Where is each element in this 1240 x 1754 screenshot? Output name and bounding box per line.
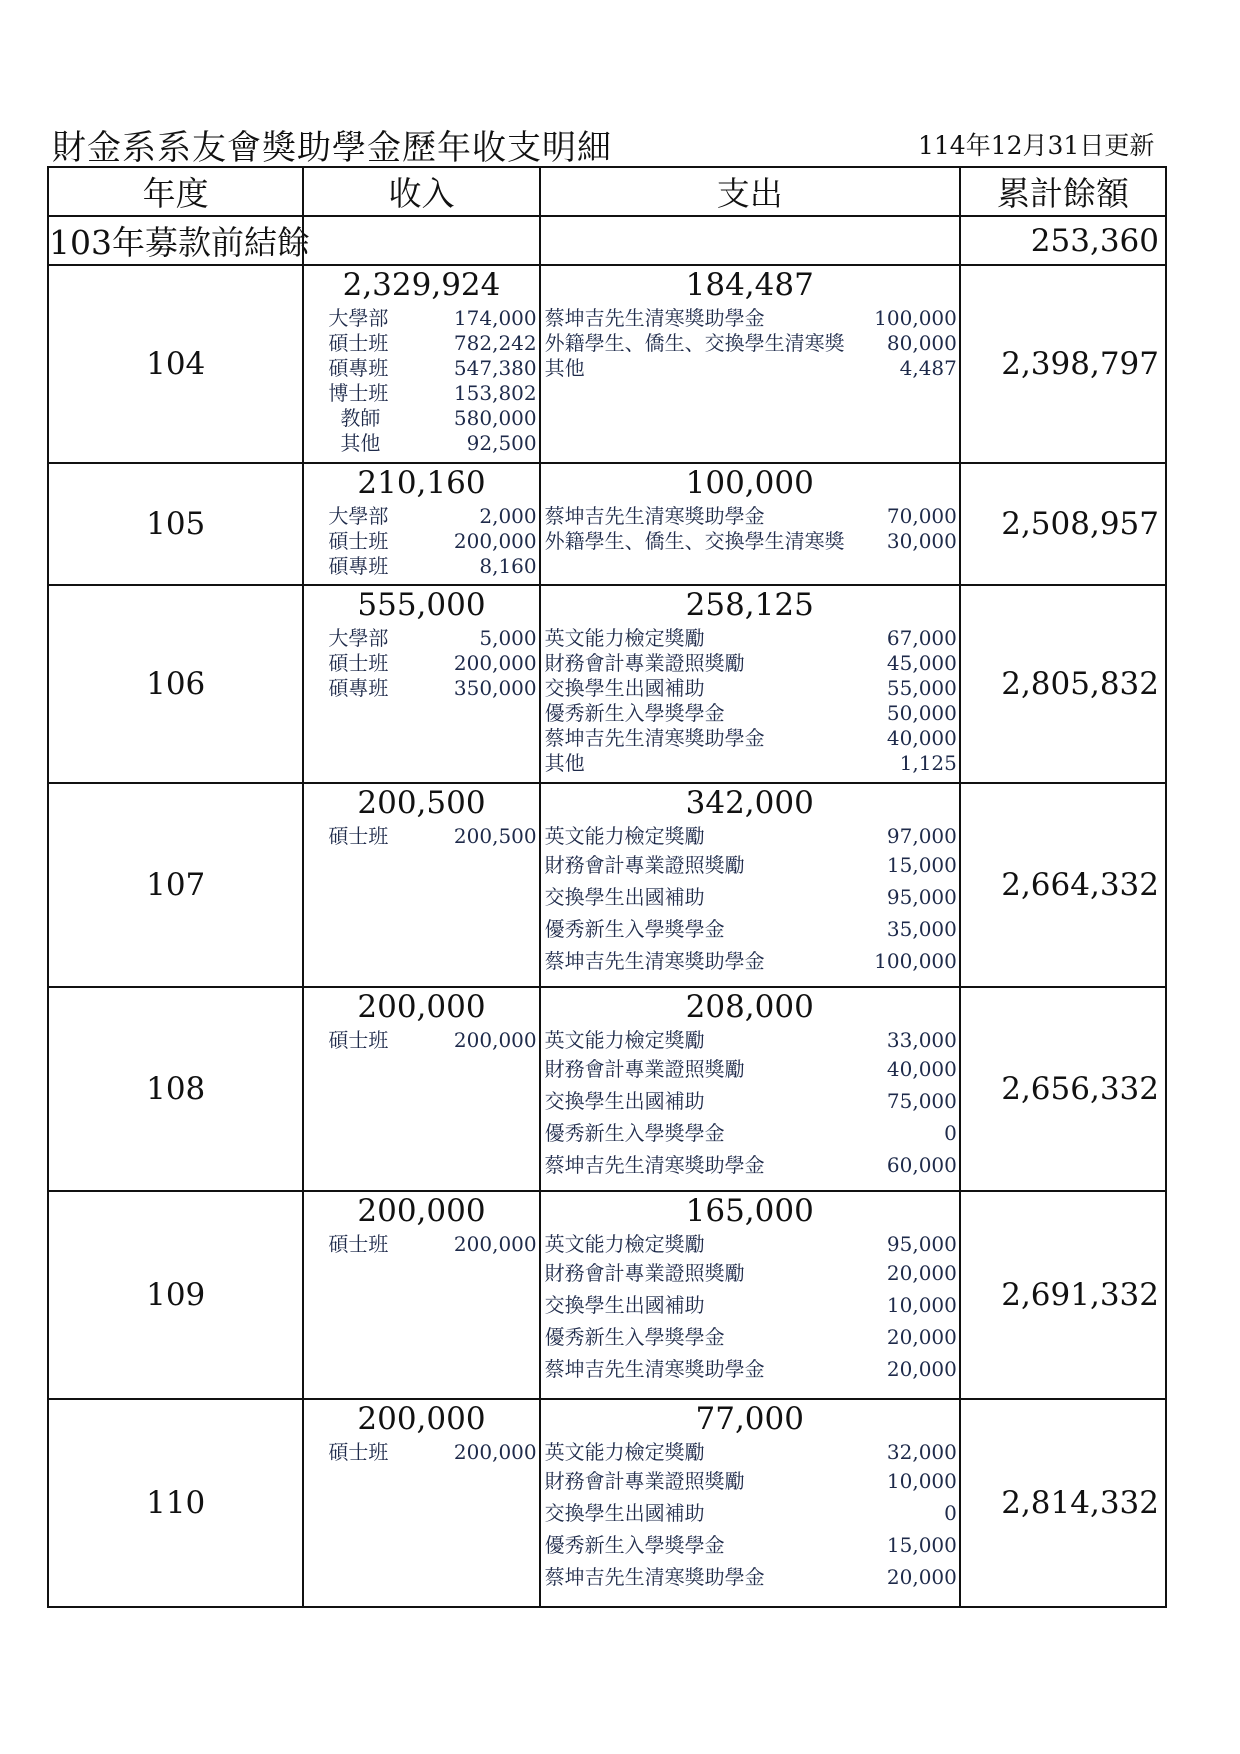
income-line [304,1028,538,1053]
income-source-name: 碩士班 [328,1232,389,1256]
expense-item-amount: 40,000 [886,1057,957,1081]
expense-item-name: 其他 [544,356,585,380]
expense-line [541,356,959,381]
income-source-name: 碩士班 [328,1028,389,1052]
income-line [304,504,538,529]
expense-total: 165,000 [685,1193,814,1229]
expense-item-amount: 30,000 [886,529,957,553]
expense-cell [540,1399,960,1607]
expense-item-amount: 40,000 [886,726,957,750]
expense-item-amount: 20,000 [886,1261,957,1285]
expense-item-name: 財務會計專業證照獎勵 [544,853,745,877]
expense-line [541,1117,959,1149]
prior-income-empty [303,216,539,265]
year-cell: 109 [48,1191,303,1399]
expense-cell [540,1191,960,1399]
expense-item-amount: 60,000 [886,1153,957,1177]
expense-item-name: 優秀新生入學獎學金 [544,917,725,941]
expense-item-name: 優秀新生入學獎學金 [544,1325,725,1349]
expense-cell [540,265,960,463]
expense-line [541,1561,959,1593]
expense-item-amount: 97,000 [886,824,957,848]
expense-item-name: 蔡坤吉先生清寒獎助學金 [544,1357,765,1381]
expense-item-amount: 0 [944,1121,957,1145]
expense-item-amount: 70,000 [886,504,957,528]
expense-line [541,529,959,554]
expense-line [541,726,959,751]
year-row [48,1399,1166,1607]
income-source-amount: 200,000 [453,1440,537,1464]
expense-line [541,1497,959,1529]
income-source-amount: 200,000 [453,529,537,553]
balance-cell: 2,691,332 [960,1191,1166,1399]
expense-total: 258,125 [685,587,814,623]
income-total: 555,000 [357,587,486,623]
expense-item-name: 優秀新生入學獎學金 [544,701,725,725]
income-source-amount: 200,000 [453,1028,537,1052]
prior-balance-label: 103年募款前結餘 [48,216,303,265]
income-source-amount: 200,000 [453,1232,537,1256]
expense-line [541,849,959,881]
expense-item-amount: 10,000 [886,1293,957,1317]
income-source-amount: 782,242 [453,331,537,355]
income-source-name: 大學部 [328,626,389,650]
income-source-amount: 92,500 [466,431,537,455]
expense-line [541,1149,959,1181]
income-source-name: 碩士班 [328,1440,389,1464]
balance-cell: 2,656,332 [960,987,1166,1191]
expense-line [541,651,959,676]
expense-item-name: 蔡坤吉先生清寒獎助學金 [544,949,765,973]
income-items [304,822,538,849]
expense-item-name: 外籍學生、僑生、交換學生清寒獎 [544,331,845,355]
expense-line [541,1529,959,1561]
expense-line [541,701,959,726]
expense-cell [540,783,960,987]
year-cell: 106 [48,585,303,783]
header-row [48,167,1166,216]
income-total: 200,000 [357,1401,486,1437]
expense-line [541,1257,959,1289]
expense-item-amount: 20,000 [886,1565,957,1589]
expense-cell [540,585,960,783]
income-items [304,624,538,701]
expense-item-name: 優秀新生入學獎學金 [544,1533,725,1557]
income-cell [303,463,539,585]
update-date-note: 114年12月31日更新 [918,131,1155,160]
income-source-name: 博士班 [328,381,389,405]
year-row [48,783,1166,987]
year-row [48,265,1166,463]
expense-item-name: 其他 [544,751,585,775]
income-total: 200,000 [357,989,486,1025]
income-source-amount: 547,380 [453,356,537,380]
expense-line [541,1053,959,1085]
income-line [304,406,538,431]
balance-cell: 2,398,797 [960,265,1166,463]
prior-expense-empty [540,216,960,265]
expense-item-name: 交換學生出國補助 [544,885,705,909]
expense-line [541,1321,959,1353]
income-source-amount: 580,000 [453,406,537,430]
expense-items [541,624,959,776]
income-items [304,502,538,579]
expense-item-amount: 20,000 [886,1325,957,1349]
income-source-name: 大學部 [328,306,389,330]
header-expense: 支出 [540,167,960,216]
expense-items [541,822,959,977]
expense-item-name: 蔡坤吉先生清寒獎助學金 [544,306,765,330]
expense-total: 184,487 [685,267,814,303]
expense-item-name: 英文能力檢定獎勵 [544,1440,705,1464]
expense-item-name: 財務會計專業證照獎勵 [544,1469,745,1493]
year-cell: 104 [48,265,303,463]
income-source-name: 碩專班 [328,676,389,700]
year-cell: 105 [48,463,303,585]
expense-line [541,1232,959,1257]
income-source-name: 碩士班 [328,331,389,355]
expense-line [541,945,959,977]
expense-item-name: 財務會計專業證照獎勵 [544,1057,745,1081]
income-cell [303,585,539,783]
expense-line [541,824,959,849]
expense-item-amount: 20,000 [886,1357,957,1381]
income-cell [303,1191,539,1399]
expense-item-amount: 95,000 [886,1232,957,1256]
expense-item-name: 交換學生出國補助 [544,676,705,700]
expense-item-amount: 15,000 [886,853,957,877]
income-source-name: 教師 [340,406,381,430]
income-line [304,431,538,456]
expense-item-amount: 32,000 [886,1440,957,1464]
expense-line [541,504,959,529]
header-year: 年度 [48,167,303,216]
income-cell [303,1399,539,1607]
income-line [304,306,538,331]
income-source-amount: 200,000 [453,651,537,675]
year-row [48,585,1166,783]
expense-item-amount: 80,000 [886,331,957,355]
year-row [48,1191,1166,1399]
expense-items [541,502,959,554]
year-row [48,463,1166,585]
income-line [304,1232,538,1257]
expense-item-amount: 15,000 [886,1533,957,1557]
income-source-amount: 153,802 [453,381,537,405]
expense-item-name: 外籍學生、僑生、交換學生清寒獎 [544,529,845,553]
expense-item-name: 財務會計專業證照獎勵 [544,1261,745,1285]
income-source-name: 碩專班 [328,554,389,578]
income-total: 2,329,924 [342,267,501,303]
header-balance: 累計餘額 [960,167,1166,216]
income-line [304,331,538,356]
income-items [304,1026,538,1053]
expense-item-name: 財務會計專業證照獎勵 [544,651,745,675]
expense-item-name: 優秀新生入學獎學金 [544,1121,725,1145]
income-source-amount: 5,000 [479,626,537,650]
income-source-amount: 8,160 [479,554,537,578]
expense-items [541,1026,959,1181]
income-line [304,824,538,849]
expense-item-amount: 95,000 [886,885,957,909]
header-income: 收入 [303,167,539,216]
expense-line [541,331,959,356]
income-total: 200,500 [357,785,486,821]
expense-item-name: 蔡坤吉先生清寒獎助學金 [544,726,765,750]
expense-line [541,751,959,776]
expense-item-amount: 35,000 [886,917,957,941]
expense-line [541,1085,959,1117]
balance-cell: 2,508,957 [960,463,1166,585]
year-cell: 108 [48,987,303,1191]
expense-cell [540,463,960,585]
income-cell [303,783,539,987]
expense-item-name: 蔡坤吉先生清寒獎助學金 [544,504,765,528]
income-source-name: 碩士班 [328,651,389,675]
expense-item-amount: 45,000 [886,651,957,675]
ledger-table [47,166,1167,1608]
income-line [304,651,538,676]
expense-items [541,1230,959,1385]
income-source-name: 碩專班 [328,356,389,380]
expense-item-name: 交換學生出國補助 [544,1501,705,1525]
year-cell: 107 [48,783,303,987]
income-items [304,1438,538,1465]
balance-cell: 2,664,332 [960,783,1166,987]
expense-line [541,676,959,701]
expense-item-amount: 67,000 [886,626,957,650]
expense-item-amount: 100,000 [874,949,957,973]
income-total: 200,000 [357,1193,486,1229]
income-total: 210,160 [357,465,486,501]
expense-item-name: 英文能力檢定獎勵 [544,1028,705,1052]
expense-item-amount: 75,000 [886,1089,957,1113]
expense-total: 342,000 [685,785,814,821]
prior-balance-value: 253,360 [960,216,1166,265]
expense-item-amount: 0 [944,1501,957,1525]
income-source-amount: 174,000 [453,306,537,330]
expense-item-name: 蔡坤吉先生清寒獎助學金 [544,1153,765,1177]
expense-total: 77,000 [695,1401,804,1437]
expense-item-name: 英文能力檢定獎勵 [544,824,705,848]
expense-line [541,626,959,651]
income-source-amount: 2,000 [479,504,537,528]
income-source-amount: 200,500 [453,824,537,848]
expense-item-amount: 33,000 [886,1028,957,1052]
expense-total: 208,000 [685,989,814,1025]
income-cell [303,265,539,463]
expense-item-amount: 4,487 [899,356,957,380]
expense-item-amount: 100,000 [874,306,957,330]
income-source-name: 碩士班 [328,529,389,553]
income-source-amount: 350,000 [453,676,537,700]
income-line [304,626,538,651]
balance-cell: 2,805,832 [960,585,1166,783]
expense-line [541,1028,959,1053]
income-items [304,1230,538,1257]
document-title: 財金系系友會獎助學金歷年收支明細 [52,128,612,168]
income-line [304,356,538,381]
expense-items [541,304,959,381]
expense-item-amount: 50,000 [886,701,957,725]
income-source-name: 其他 [340,431,381,455]
expense-line [541,1353,959,1385]
expense-item-name: 蔡坤吉先生清寒獎助學金 [544,1565,765,1589]
expense-line [541,881,959,913]
expense-line [541,306,959,331]
balance-cell: 2,814,332 [960,1399,1166,1607]
income-cell [303,987,539,1191]
income-source-name: 碩士班 [328,824,389,848]
expense-item-amount: 55,000 [886,676,957,700]
expense-line [541,1440,959,1465]
expense-total: 100,000 [685,465,814,501]
expense-line [541,913,959,945]
income-items [304,304,538,456]
income-line [304,554,538,579]
expense-item-name: 交換學生出國補助 [544,1089,705,1113]
prior-balance-row [48,216,1166,265]
expense-item-amount: 10,000 [886,1469,957,1493]
income-line [304,1440,538,1465]
expense-item-name: 交換學生出國補助 [544,1293,705,1317]
expense-line [541,1289,959,1321]
expense-item-name: 英文能力檢定獎勵 [544,626,705,650]
income-line [304,676,538,701]
year-cell: 110 [48,1399,303,1607]
income-line [304,529,538,554]
expense-line [541,1465,959,1497]
income-line [304,381,538,406]
year-row [48,987,1166,1191]
income-source-name: 大學部 [328,504,389,528]
expense-items [541,1438,959,1593]
expense-cell [540,987,960,1191]
expense-item-amount: 1,125 [899,751,957,775]
expense-item-name: 英文能力檢定獎勵 [544,1232,705,1256]
